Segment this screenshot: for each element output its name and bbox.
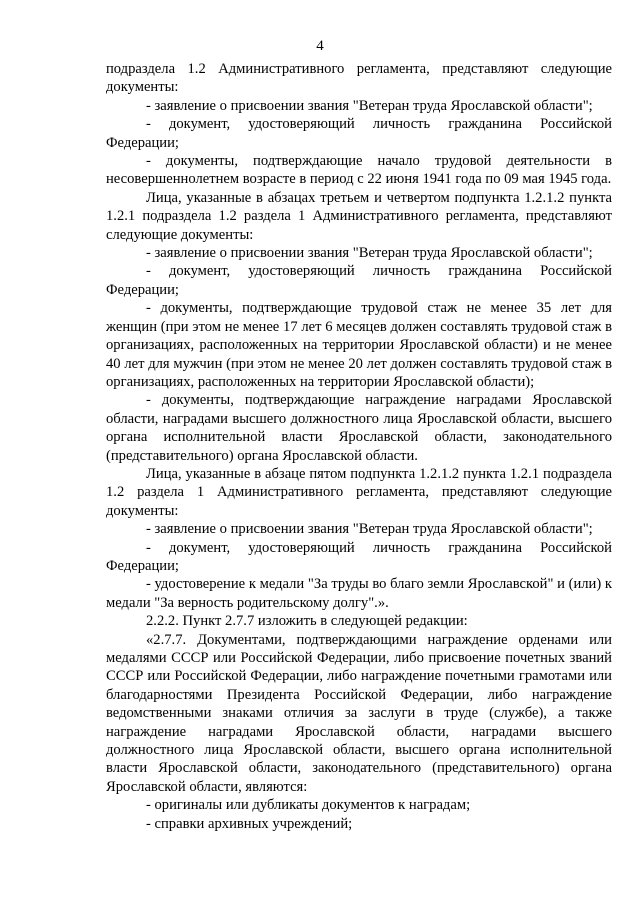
paragraph: Лица, указанные в абзаце пятом подпункта 1.2.1.2 пункта 1.2.1 подраздела 1.2 раздела 1 Административного регламента, представляют следующие документы: <box>106 465 612 519</box>
paragraph: 2.2.2. Пункт 2.7.7 изложить в следующей редакции: <box>146 613 468 630</box>
paragraph: Лица, указанные в абзацах третьем и четвертом подпункта 1.2.1.2 пункта 1.2.1 подраздела 1.2 раздела 1 Административного регламента, представляют следующие документы: <box>106 189 612 243</box>
paragraph: «2.7.7. Документами, подтверждающими награждение орденами или медалями СССР или Российской Федерации, либо присвоение почетных званий СССР или Российской Федерации, либо награждение почетными грамотами или благодарностями Президента Российской Федерации, либо награждение ведомственными знаками отличия за заслуги в труде (службе), а также награждение наградами Ярославской области, наградами высшего должностного лица Ярославской области, высшего органа исполнительной власти Ярославской области, законодательного (представительного) органа Ярославской области, являются: <box>106 631 612 795</box>
list-item: - удостоверение к медали "За труды во благо земли Ярославской" и (или) к медали "За верность родительскому долгу".». <box>106 576 612 611</box>
list-item: - заявление о присвоении звания "Ветеран труда Ярославской области"; <box>146 521 593 538</box>
list-item: - документ, удостоверяющий личность гражданина Российской Федерации; <box>106 116 612 151</box>
list-item: - заявление о присвоении звания "Ветеран труда Ярославской области"; <box>146 245 593 262</box>
list-item: - документы, подтверждающие начало трудовой деятельности в несовершеннолетнем возрасте в период с 22 июня 1941 года по 09 мая 1945 года. <box>106 153 612 188</box>
list-item: - документ, удостоверяющий личность гражданина Российской Федерации; <box>106 539 612 574</box>
document-body <box>106 60 612 833</box>
list-item: - оригиналы или дубликаты документов к наградам; <box>146 797 471 814</box>
list-item: - документы, подтверждающие награждение наградами Ярославской области, наградами высшего должностного лица Ярославской области, высшего органа исполнительной власти Ярославской области, законодательного (представительного) органа Ярославской области. <box>106 392 612 464</box>
list-item: - документ, удостоверяющий личность гражданина Российской Федерации; <box>106 263 612 298</box>
page-number: 4 <box>316 38 324 54</box>
list-item: - справки архивных учреждений; <box>146 815 353 832</box>
paragraph: подраздела 1.2 Административного регламента, представляют следующие документы: <box>106 61 612 96</box>
list-item: - документы, подтверждающие трудовой стаж не менее 35 лет для женщин (при этом не менее 17 лет 6 месяцев должен составлять трудовой стаж в организациях, расположенных на территории Ярославской области) и не менее 40 лет для мужчин (при этом не менее 20 лет должен составлять трудовой стаж в организациях, расположенных на территории Ярославской области); <box>106 300 612 390</box>
list-item: - заявление о присвоении звания "Ветеран труда Ярославской области"; <box>146 97 593 114</box>
